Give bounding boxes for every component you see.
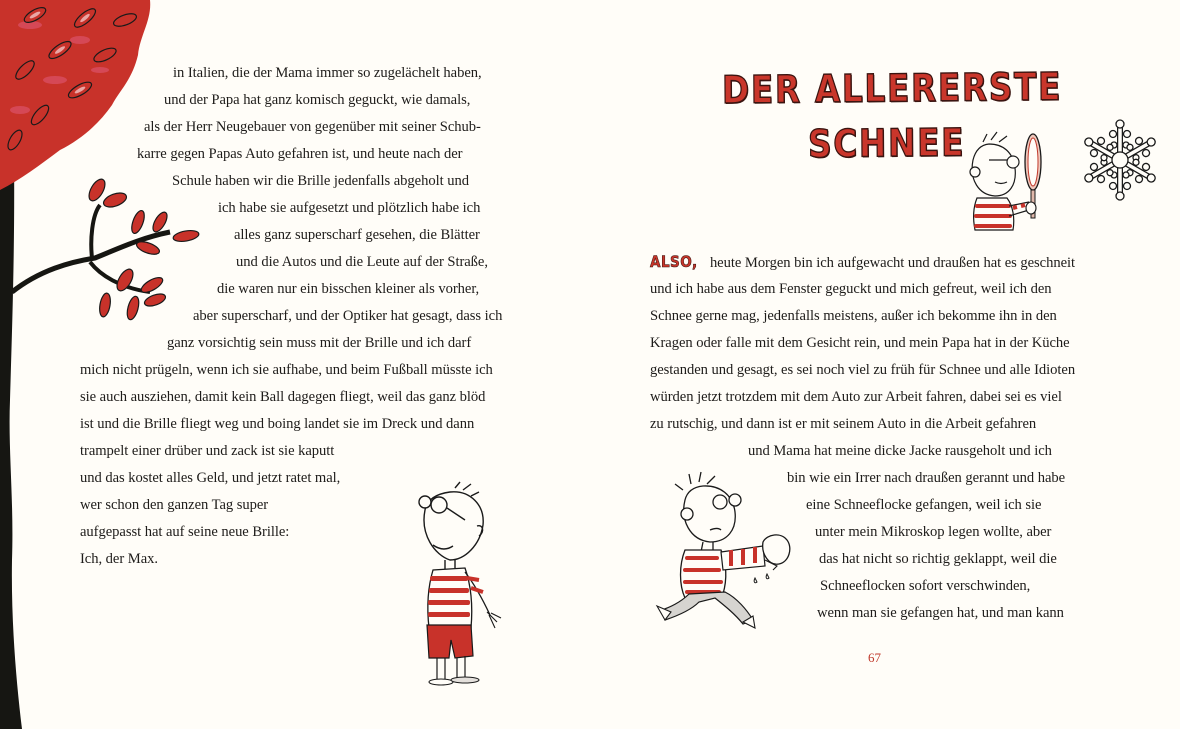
text-line: alles ganz superscharf gesehen, die Blätter — [234, 227, 480, 243]
text-line: das hat nicht so richtig geklappt, weil die — [819, 551, 1057, 567]
text-line: eine Schneeflocke gefangen, weil ich sie — [806, 497, 1042, 513]
running-boy-illustration-icon — [655, 470, 800, 630]
text-line: würden jetzt trotzdem mit dem Auto zur Arbeit fahren, dabei sei es viel — [650, 389, 1062, 405]
standing-boy-illustration-icon — [405, 480, 505, 690]
text-line: sie auch ausziehen, damit kein Ball dagegen fliegt, weil das ganz blöd — [80, 389, 486, 405]
text-line: gestanden und gesagt, es sei noch viel zu früh für Schnee und alle Idioten — [650, 362, 1076, 378]
boy-with-magnifier-illustration-icon — [965, 130, 1045, 230]
text-line: ich habe sie aufgesetzt und plötzlich habe ich — [218, 200, 481, 216]
page-number: 67 — [868, 650, 881, 665]
text-line: und ich habe aus dem Fenster geguckt und mich gefreut, weil ich den — [650, 281, 1052, 297]
text-line: und die Autos und die Leute auf der Straße, — [236, 254, 488, 270]
text-line: Ich, der Max. — [80, 551, 158, 567]
text-line: bin wie ein Irrer nach draußen gerannt und habe — [787, 470, 1066, 486]
chapter-title-line1: DER ALLERERSTE — [721, 64, 1063, 112]
text-line: Schule haben wir die Brille jedenfalls abgeholt und — [172, 173, 469, 189]
text-line: trampelt einer drüber und zack ist sie kaputt — [80, 443, 335, 459]
text-line: Schneeflocken sofort verschwinden, — [820, 578, 1031, 594]
text-line: aufgepasst hat auf seine neue Brille: — [80, 524, 290, 540]
text-line: wenn man sie gefangen hat, und man kann — [817, 605, 1064, 621]
text-line: wer schon den ganzen Tag super — [80, 497, 269, 513]
text-line: aber superscharf, und der Optiker hat gesagt, dass ich — [193, 308, 503, 324]
chapter-title-line2: SCHNEE — [807, 120, 966, 166]
text-line: und der Papa hat ganz komisch geguckt, wie damals, — [164, 92, 471, 108]
first-line-text: heute Morgen bin ich aufgewacht und draußen hat es geschneit — [709, 255, 1076, 271]
text-line: unter mein Mikroskop legen wollte, aber — [815, 524, 1052, 540]
text-line: zu rutschig, und dann ist er mit seinem Auto in die Arbeit gefahren — [650, 416, 1037, 432]
text-line: mich nicht prügeln, wenn ich sie aufhabe, und beim Fußball müsste ich — [80, 362, 493, 378]
lead-word: ALSO, — [650, 252, 698, 271]
text-line: Schnee gerne mag, jedenfalls meistens, außer ich bekomme ihn in den — [650, 308, 1057, 324]
text-line: ganz vorsichtig sein muss mit der Brille und ich darf — [167, 335, 472, 351]
text-line: und Mama hat meine dicke Jacke rausgeholt und ich — [748, 443, 1052, 459]
text-line: in Italien, die der Mama immer so zugelächelt haben, — [173, 65, 482, 81]
text-line-first — [650, 253, 1075, 272]
text-line: ist und die Brille fliegt weg und boing landet sie im Dreck und dann — [80, 416, 475, 432]
text-line: karre gegen Papas Auto gefahren ist, und heute nach der — [137, 146, 463, 162]
text-line: Kragen oder falle mit dem Gesicht rein, und mein Papa hat in der Küche — [650, 335, 1070, 351]
text-line: als der Herr Neugebauer von gegenüber mit seiner Schub- — [144, 119, 481, 135]
snowflake-illustration-icon — [1078, 118, 1162, 202]
text-line: und das kostet alles Geld, und jetzt ratet mal, — [80, 470, 341, 486]
text-line: die waren nur ein bisschen kleiner als vorher, — [217, 281, 480, 297]
